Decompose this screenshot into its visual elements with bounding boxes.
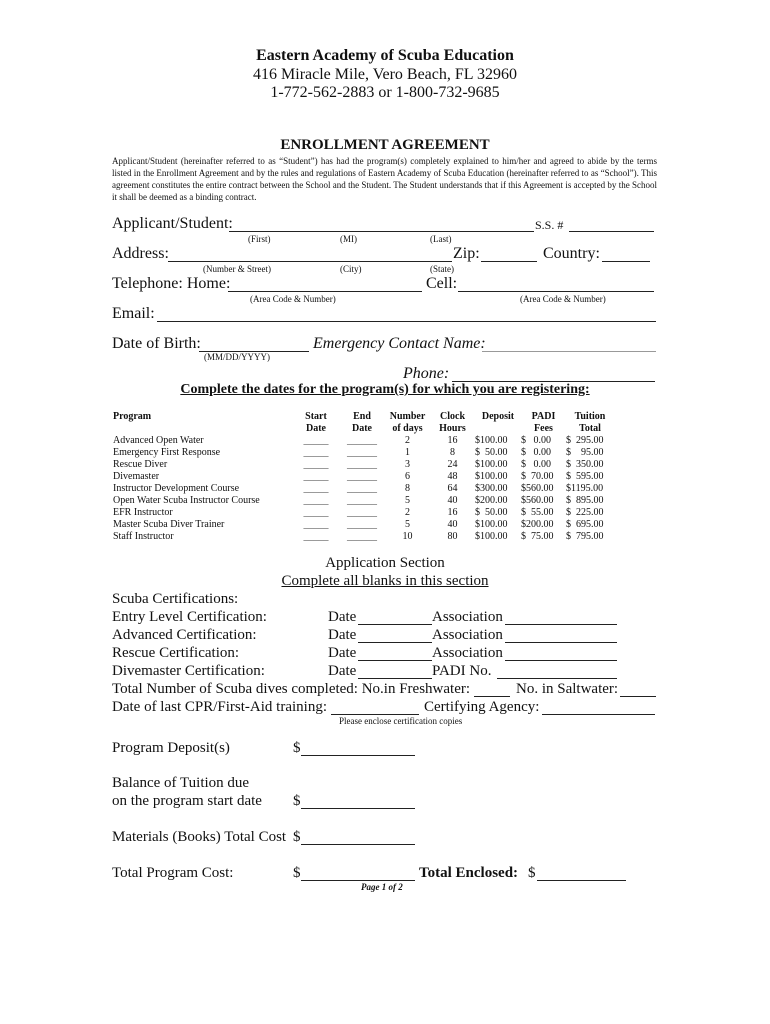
program-hours-cell: 24 bbox=[447, 459, 458, 470]
program-hours-cell: 16 bbox=[447, 507, 458, 518]
balance-label-1: Balance of Tuition due bbox=[112, 775, 250, 791]
program-program-cell: Master Scuba Diver Trainer bbox=[113, 519, 225, 530]
program-hours-cell: 80 bbox=[447, 531, 458, 542]
program-days-cell: 2 bbox=[405, 507, 410, 518]
ss-label: S.S. # bbox=[535, 218, 564, 232]
header-tuition: Tuition bbox=[574, 411, 606, 422]
program-start-cell[interactable]: _____ bbox=[303, 495, 329, 506]
total-enclosed-label: Total Enclosed: bbox=[419, 865, 519, 881]
program-deposit-cell: $ 50.00 bbox=[475, 507, 508, 518]
program-table bbox=[113, 411, 614, 543]
country-label: Country: bbox=[543, 245, 600, 262]
balance-field[interactable] bbox=[301, 793, 415, 809]
total-program-cost-field[interactable] bbox=[301, 865, 415, 881]
entry-date-label: Date bbox=[328, 609, 357, 625]
page-number: Page 1 of 2 bbox=[361, 882, 403, 892]
emergency-phone-field[interactable] bbox=[452, 366, 655, 382]
header-padi: PADI bbox=[531, 411, 556, 422]
table-row bbox=[113, 507, 614, 519]
program-deposit-cell: $100.00 bbox=[475, 519, 508, 530]
program-hours-cell: 48 bbox=[447, 471, 458, 482]
program-start-cell[interactable]: _____ bbox=[303, 471, 329, 482]
program-tuition-cell: $ 350.00 bbox=[566, 459, 604, 470]
saltwater-label: No. in Saltwater: bbox=[516, 681, 619, 697]
zip-field[interactable] bbox=[481, 246, 537, 262]
advanced-date-label: Date bbox=[328, 627, 357, 643]
table-row bbox=[113, 447, 614, 459]
ss-field[interactable] bbox=[569, 216, 654, 232]
program-tuition-cell: $ 225.00 bbox=[566, 507, 604, 518]
program-hours-cell: 8 bbox=[450, 447, 455, 458]
program-program-cell: Advanced Open Water bbox=[113, 435, 204, 446]
program-end-cell[interactable]: ______ bbox=[347, 483, 377, 494]
divemaster-cert-label: Divemaster Certification: bbox=[112, 663, 265, 679]
sub-state: (State) bbox=[430, 264, 454, 274]
rescue-date-field[interactable] bbox=[358, 645, 432, 661]
materials-field[interactable] bbox=[301, 829, 415, 845]
dob-label: Date of Birth: bbox=[112, 335, 201, 352]
sub-last: (Last) bbox=[430, 234, 452, 244]
sub-first: (First) bbox=[248, 234, 271, 244]
table-row bbox=[113, 519, 614, 531]
enclose-note: Please enclose certification copies bbox=[339, 716, 463, 726]
header-start-2: Date bbox=[306, 423, 326, 434]
application-title: Application Section bbox=[325, 555, 445, 571]
total-dollar: $ bbox=[293, 865, 301, 881]
program-hours-cell: 40 bbox=[447, 519, 458, 530]
program-tuition-cell: $ 795.00 bbox=[566, 531, 604, 542]
program-deposit-cell: $100.00 bbox=[475, 471, 508, 482]
padi-no-label: PADI No. bbox=[432, 663, 492, 679]
program-deposit-cell: $200.00 bbox=[475, 495, 508, 506]
program-program-cell: Staff Instructor bbox=[113, 531, 174, 542]
entry-association-field[interactable] bbox=[505, 609, 617, 625]
total-enclosed-field[interactable] bbox=[537, 865, 626, 881]
rescue-association-field[interactable] bbox=[505, 645, 617, 661]
program-days-cell: 2 bbox=[405, 435, 410, 446]
program-program-cell: Rescue Diver bbox=[113, 459, 168, 470]
program-deposit-cell: $100.00 bbox=[475, 435, 508, 446]
entry-cert-label: Entry Level Certification: bbox=[112, 609, 267, 625]
country-field[interactable] bbox=[602, 246, 650, 262]
program-end-cell[interactable]: ______ bbox=[347, 435, 377, 446]
program-days-cell: 5 bbox=[405, 495, 410, 506]
header-days: Number bbox=[389, 411, 426, 422]
header-start: Start bbox=[305, 411, 327, 422]
table-row bbox=[113, 483, 614, 495]
saltwater-field[interactable] bbox=[620, 681, 656, 697]
header-end: End bbox=[353, 411, 371, 422]
program-start-cell[interactable]: _____ bbox=[303, 483, 329, 494]
program-tuition-cell: $1195.00 bbox=[566, 483, 604, 494]
program-days-cell: 3 bbox=[405, 459, 410, 470]
program-padi-cell: $560.00 bbox=[521, 483, 554, 494]
program-end-cell[interactable]: ______ bbox=[347, 495, 377, 506]
program-deposit-cell: $300.00 bbox=[475, 483, 508, 494]
sub-mi: (MI) bbox=[340, 234, 357, 244]
advanced-association-label: Association bbox=[432, 627, 503, 643]
sub-street: (Number & Street) bbox=[203, 264, 271, 274]
address-label: Address: bbox=[112, 245, 169, 262]
header-padi-2: Fees bbox=[534, 423, 553, 434]
balance-dollar: $ bbox=[293, 793, 301, 809]
enclosed-dollar: $ bbox=[528, 865, 536, 881]
program-end-cell[interactable]: ______ bbox=[347, 447, 377, 458]
program-padi-cell: $ 0.00 bbox=[521, 459, 551, 470]
header-program: Program bbox=[113, 411, 152, 422]
email-field[interactable] bbox=[157, 306, 656, 322]
program-end-cell[interactable]: ______ bbox=[347, 519, 377, 530]
program-start-cell[interactable]: _____ bbox=[303, 447, 329, 458]
deposit-dollar: $ bbox=[293, 740, 301, 756]
application-subtitle: Complete all blanks in this section bbox=[281, 573, 489, 589]
certs-heading: Scuba Certifications: bbox=[112, 591, 239, 607]
intro-text: Applicant/Student (hereinafter referred to as “Student”) has had the program(s) completely explained to him/her and agreed to abide by the terms listed in the Enrollment Agreement and by the rules and regulations of Eastern Academy of Scuba Education (hereinafter referred to as “School”). This agreement constitutes the entire contract between the School and the Student. The Student understands that if this Agreement is accepted by the School it shall be deemed as a binding contract. bbox=[112, 156, 657, 202]
program-padi-cell: $ 70.00 bbox=[521, 471, 554, 482]
program-days-cell: 8 bbox=[405, 483, 410, 494]
program-hours-cell: 64 bbox=[447, 483, 458, 494]
header-days-2: of days bbox=[392, 423, 423, 434]
balance-label-2: on the program start date bbox=[112, 793, 262, 809]
table-row bbox=[113, 531, 614, 543]
program-start-cell[interactable]: _____ bbox=[303, 531, 329, 542]
program-end-cell[interactable]: ______ bbox=[347, 459, 377, 470]
header-hours: Clock bbox=[440, 411, 465, 422]
zip-label: Zip: bbox=[453, 245, 480, 262]
padi-no-field[interactable] bbox=[497, 663, 617, 679]
program-padi-cell: $ 0.00 bbox=[521, 447, 551, 458]
program-start-cell[interactable]: _____ bbox=[303, 519, 329, 530]
address-field[interactable] bbox=[168, 246, 452, 262]
header-tuition-2: Total bbox=[579, 423, 601, 434]
header-deposit: Deposit bbox=[481, 411, 515, 422]
materials-label: Materials (Books) Total Cost bbox=[112, 829, 287, 845]
table-row bbox=[113, 471, 614, 483]
org-phone: 1-772-562-2883 or 1-800-732-9685 bbox=[270, 84, 500, 101]
program-start-cell[interactable]: _____ bbox=[303, 435, 329, 446]
program-program-cell: Instructor Development Course bbox=[113, 483, 240, 494]
program-hours-cell: 16 bbox=[447, 435, 458, 446]
program-start-cell[interactable]: _____ bbox=[303, 507, 329, 518]
org-name: Eastern Academy of Scuba Education bbox=[256, 47, 514, 64]
table-row bbox=[113, 435, 614, 447]
page-title: ENROLLMENT AGREEMENT bbox=[280, 137, 490, 153]
program-padi-cell: $ 55.00 bbox=[521, 507, 554, 518]
cell-field[interactable] bbox=[458, 276, 654, 292]
cpr-label: Date of last CPR/First-Aid training: bbox=[112, 699, 327, 715]
divemaster-date-label: Date bbox=[328, 663, 357, 679]
dives-label: Total Number of Scuba dives completed: No.in Freshwater: bbox=[112, 681, 471, 697]
freshwater-field[interactable] bbox=[474, 681, 510, 697]
program-deposit-cell: $100.00 bbox=[475, 459, 508, 470]
emergency-contact-label: Emergency Contact Name: bbox=[313, 335, 486, 352]
sub-dob-format: (MM/DD/YYYY) bbox=[204, 352, 270, 362]
program-days-cell: 10 bbox=[402, 531, 413, 542]
program-padi-cell: $ 75.00 bbox=[521, 531, 554, 542]
materials-dollar: $ bbox=[293, 829, 301, 845]
program-end-cell[interactable]: ______ bbox=[347, 531, 377, 542]
program-program-cell: Divemaster bbox=[113, 471, 160, 482]
program-start-cell[interactable]: _____ bbox=[303, 459, 329, 470]
entry-date-field[interactable] bbox=[358, 609, 432, 625]
advanced-date-field[interactable] bbox=[358, 627, 432, 643]
program-program-cell: Open Water Scuba Instructor Course bbox=[113, 495, 260, 506]
cell-label: Cell: bbox=[426, 275, 458, 292]
advanced-cert-label: Advanced Certification: bbox=[112, 627, 257, 643]
agency-label: Certifying Agency: bbox=[424, 699, 540, 715]
program-end-cell[interactable]: ______ bbox=[347, 507, 377, 518]
telephone-home-field[interactable] bbox=[228, 276, 422, 292]
advanced-association-field[interactable] bbox=[505, 627, 617, 643]
program-days-cell: 6 bbox=[405, 471, 410, 482]
program-tuition-cell: $ 895.00 bbox=[566, 495, 604, 506]
program-program-cell: Emergency First Response bbox=[113, 447, 221, 458]
header-end-2: Date bbox=[352, 423, 372, 434]
program-deposit-cell: $ 50.00 bbox=[475, 447, 508, 458]
table-row bbox=[113, 495, 614, 507]
emergency-phone-label: Phone: bbox=[403, 365, 450, 382]
telephone-home-label: Telephone: Home: bbox=[112, 275, 231, 292]
program-tuition-cell: $ 695.00 bbox=[566, 519, 604, 530]
program-hours-cell: 40 bbox=[447, 495, 458, 506]
applicant-label: Applicant/Student: bbox=[112, 215, 233, 232]
rescue-cert-label: Rescue Certification: bbox=[112, 645, 240, 661]
program-days-cell: 1 bbox=[405, 447, 410, 458]
program-padi-cell: $560.00 bbox=[521, 495, 554, 506]
program-padi-cell: $200.00 bbox=[521, 519, 554, 530]
rescue-association-label: Association bbox=[432, 645, 503, 661]
program-deposit-label: Program Deposit(s) bbox=[112, 740, 230, 756]
cpr-date-field[interactable] bbox=[331, 699, 419, 715]
table-row bbox=[113, 459, 614, 471]
entry-association-label: Association bbox=[432, 609, 503, 625]
divemaster-date-field[interactable] bbox=[358, 663, 432, 679]
dob-field[interactable] bbox=[199, 336, 309, 352]
program-tuition-cell: $ 95.00 bbox=[566, 447, 604, 458]
email-label: Email: bbox=[112, 305, 155, 322]
rescue-date-label: Date bbox=[328, 645, 357, 661]
total-program-cost-label: Total Program Cost: bbox=[112, 865, 234, 881]
program-tuition-cell: $ 295.00 bbox=[566, 435, 604, 446]
program-deposit-field[interactable] bbox=[301, 740, 415, 756]
program-deposit-cell: $100.00 bbox=[475, 531, 508, 542]
programs-heading: Complete the dates for the program(s) for which you are registering: bbox=[180, 382, 590, 397]
program-padi-cell: $ 0.00 bbox=[521, 435, 551, 446]
program-program-cell: EFR Instructor bbox=[113, 507, 173, 518]
sub-area-home: (Area Code & Number) bbox=[250, 294, 336, 304]
sub-city: (City) bbox=[340, 264, 362, 274]
program-end-cell[interactable]: ______ bbox=[347, 471, 377, 482]
program-tuition-cell: $ 595.00 bbox=[566, 471, 604, 482]
agency-field[interactable] bbox=[542, 699, 655, 715]
header-hours-2: Hours bbox=[439, 423, 466, 434]
applicant-name-field[interactable] bbox=[229, 216, 534, 232]
org-address: 416 Miracle Mile, Vero Beach, FL 32960 bbox=[253, 66, 517, 83]
emergency-contact-field[interactable] bbox=[482, 336, 656, 352]
sub-area-cell: (Area Code & Number) bbox=[520, 294, 606, 304]
program-days-cell: 5 bbox=[405, 519, 410, 530]
